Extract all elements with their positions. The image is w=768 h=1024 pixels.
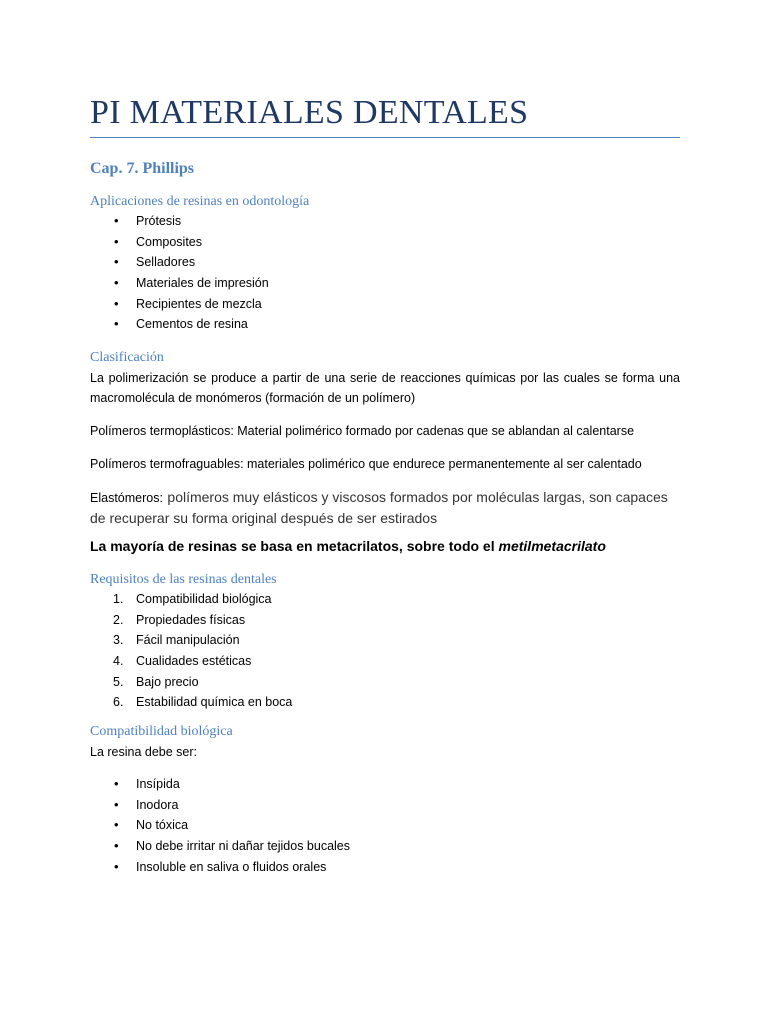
list-text: Bajo precio (136, 674, 199, 689)
list-item: • No tóxica (90, 815, 350, 836)
list-item: • Materiales de impresión (90, 273, 269, 294)
list-number: 1. (113, 592, 124, 606)
thermoset-paragraph: Polímeros termofraguables: materiales polimérico que endurece permanentemente al ser calentado (90, 457, 642, 471)
list-number: 2. (113, 612, 124, 627)
methacrylate-statement (90, 538, 606, 554)
list-text: Compatibilidad biológica (136, 592, 272, 606)
requirements-heading: Requisitos de las resinas dentales (90, 572, 277, 587)
elastomers-paragraph (90, 487, 680, 529)
list-item (90, 630, 292, 651)
list-number: 6. (113, 695, 124, 710)
list-item: • Recipientes de mezcla (90, 294, 269, 315)
list-number: 3. (113, 633, 124, 648)
list-text: Propiedades físicas (136, 612, 246, 627)
elastomers-description: polímeros muy elásticos y viscosos formados por moléculas largas, son capaces de recuperar su forma original después de ser estirados (90, 489, 668, 526)
list-item: • Selladores (90, 252, 269, 273)
requirements-list (90, 589, 292, 713)
elastomers-label: Elastómeros: (90, 491, 163, 505)
list-item: • No debe irritar ni dañar tejidos bucales (90, 836, 350, 857)
biocompat-list (90, 774, 350, 877)
list-item: • Composites (90, 232, 269, 253)
polymerization-paragraph: La polimerización se produce a partir de una serie de reacciones químicas por las cuales se forma una macromolécula de monómeros (formación de un polímero) (90, 371, 680, 405)
applications-list (90, 211, 269, 335)
list-text: Estabilidad química en boca (136, 695, 293, 710)
list-text: Fácil manipulación (136, 633, 240, 648)
list-item (90, 692, 292, 713)
document-title: PI MATERIALES DENTALES (90, 94, 529, 131)
list-number: 5. (113, 674, 124, 689)
chapter-heading: Cap. 7. Phillips (90, 160, 195, 177)
list-item: • Insípida (90, 774, 350, 795)
list-number: 4. (113, 654, 124, 669)
classification-heading: Clasificación (90, 350, 164, 365)
methacrylate-text: La mayoría de resinas se basa en metacrilatos, sobre todo el (90, 538, 495, 554)
methacrylate-italic: metilmetacrilato (498, 538, 606, 554)
thermoplastic-paragraph: Polímeros termoplásticos: Material polimérico formado por cadenas que se ablandan al calentarse (90, 424, 635, 438)
list-item: • Cementos de resina (90, 314, 269, 335)
list-item (90, 651, 292, 672)
title-underline (90, 137, 680, 138)
list-item (90, 610, 292, 631)
list-item: • Prótesis (90, 211, 269, 232)
list-text: Cualidades estéticas (136, 654, 252, 669)
list-item (90, 672, 292, 693)
list-item: • Insoluble en saliva o fluidos orales (90, 857, 350, 878)
applications-heading: Aplicaciones de resinas en odontología (90, 194, 310, 209)
list-item: • Inodora (90, 795, 350, 816)
list-item (90, 589, 292, 610)
biocompat-intro: La resina debe ser: (90, 745, 198, 759)
biocompat-heading: Compatibilidad biológica (90, 724, 233, 739)
